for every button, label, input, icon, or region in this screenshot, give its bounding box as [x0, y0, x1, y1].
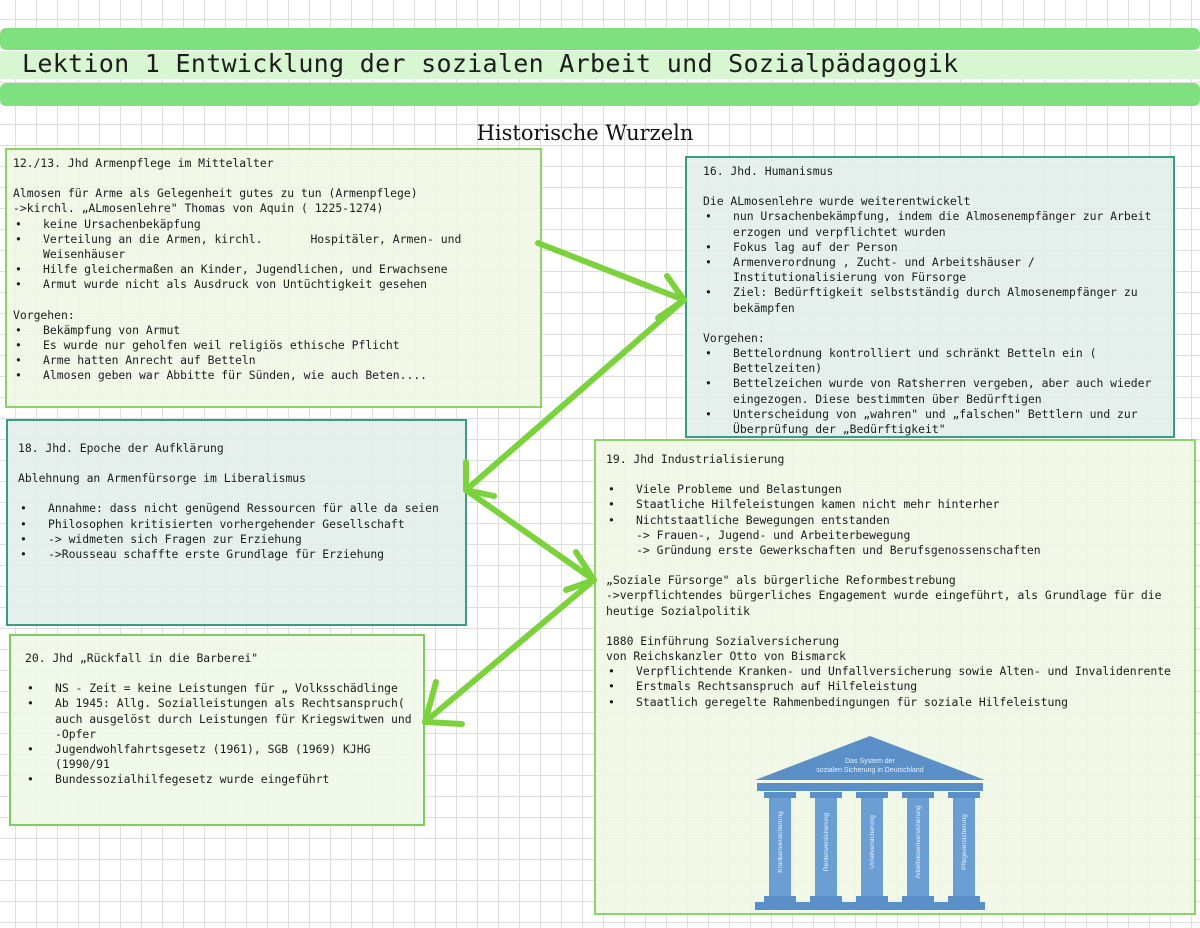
list-item: • Armenverordnung , Zucht- und Arbeitshäuser / Institutionalisierung von Fürsorge	[703, 255, 1165, 285]
list-item: • Ziel: Bedürftigkeit selbstständig durch Almosenempfänger zu bekämpfen	[703, 285, 1165, 315]
header-band-top	[0, 28, 1200, 50]
bullet-list	[606, 482, 1190, 528]
arrow-b3-to-b4	[466, 490, 594, 590]
list-item: • Bundessozialhilfegesetz wurde eingeführt	[25, 772, 419, 787]
list-item: • Erstmals Rechtsanspruch auf Hilfeleistung	[606, 679, 1190, 694]
box-text: ->kirchl. „ALmosenlehre" Thomas von Aquin ( 1225-1274)	[13, 201, 384, 216]
box-18-jhd	[6, 419, 467, 626]
temple-pillar-base	[810, 896, 842, 902]
box-heading: 20. Jhd „Rückfall in die Barberei"	[25, 651, 259, 665]
list-item: • Viele Probleme und Belastungen	[606, 482, 1190, 497]
list-item: • Annahme: dass nicht genügend Ressourcen für alle da seien	[18, 501, 459, 516]
temple-base	[755, 902, 985, 910]
box-subline: -> Gründung erste Gewerkschaften und Berufsgenossenschaften	[636, 543, 1041, 558]
social-security-temple-illustration	[753, 734, 987, 912]
list-item: • Armut wurde nicht als Ausdruck von Untüchtigkeit gesehen	[13, 277, 534, 292]
temple-pillar-label: Unfallversicherung	[869, 815, 876, 869]
list-item: • Unterscheidung von „wahren" und „falschen" Bettlern und zur Überprüfung der „Bedürftigkeit"	[703, 407, 1165, 437]
list-item: • ->Rousseau schaffte erste Grundlage für Erziehung	[18, 547, 459, 562]
box-subline: -> Frauen-, Jugend- und Arbeiterbewegung	[636, 527, 911, 542]
list-item: • Nichtstaatliche Bewegungen entstanden	[606, 513, 1190, 528]
list-item: • -> widmeten sich Fragen zur Erziehung	[18, 532, 459, 547]
list-item: • NS - Zeit = keine Leistungen für „ Volksschädlinge	[25, 681, 419, 696]
list-item: • Verteilung an die Armen, kirchl. Hospitäler, Armen- und Weisenhäuser	[13, 232, 534, 262]
box-heading: 18. Jhd. Epoche der Aufklärung	[18, 441, 224, 455]
box-text: Almosen für Arme als Gelegenheit gutes zu tun (Armenpflege)	[13, 186, 418, 201]
temple-pillar-base	[764, 896, 796, 902]
bullet-list	[25, 681, 419, 787]
list-item: • Arme hatten Anrecht auf Betteln	[13, 353, 534, 368]
temple-pillar-label: Pflegeversicherung	[961, 814, 968, 870]
list-item: • Almosen geben war Abbitte für Sünden, wie auch Beten....	[13, 368, 534, 383]
list-item: • Ab 1945: Allg. Sozialleistungen als Rechtsanspruch( auch ausgelöst durch Leistungen für Kriegswitwen und -Opfer	[25, 696, 419, 742]
temple-architrave	[757, 783, 983, 791]
bullet-list	[606, 664, 1190, 710]
temple-pillar-capital	[764, 792, 796, 798]
temple-pillar-base	[902, 896, 934, 902]
box-16-jhd	[685, 156, 1175, 438]
temple-pillar-capital	[948, 792, 980, 798]
list-item: • Philosophen kritisierten vorhergehender Gesellschaft	[18, 517, 459, 532]
list-item: • Bettelzeichen wurde von Ratsherren vergeben, aber auch wieder eingezogen. Diese bestimmten über Bedürftigen	[703, 376, 1165, 406]
bullet-list	[703, 209, 1165, 315]
temple-pillar-label: Arbeitslosenversicherung	[915, 805, 922, 879]
temple-pillar-base	[948, 896, 980, 902]
bullet-list	[18, 501, 459, 562]
list-item: • keine Ursachenbekäpfung	[13, 217, 534, 232]
arrow-b1-to-b2	[538, 243, 684, 318]
bullet-list	[703, 346, 1165, 437]
box-20-jhd	[9, 634, 425, 826]
page-title: Lektion 1 Entwicklung der sozialen Arbeit und Sozialpädagogik	[22, 49, 959, 78]
box-heading: 12./13. Jhd Armenpflege im Mittelalter	[13, 156, 274, 170]
list-item: • Verpflichtende Kranken- und Unfallversicherung sowie Alten- und Invalidenrente	[606, 664, 1190, 679]
box-text: Ablehnung an Armenfürsorge im Liberalismus	[18, 471, 307, 486]
list-item: • Es wurde nur geholfen weil religiös ethische Pflicht	[13, 338, 534, 353]
list-item: • Jugendwohlfahrtsgesetz (1961), SGB (1969) KJHG (1990/91	[25, 742, 419, 772]
box-heading: 16. Jhd. Humanismus	[703, 164, 834, 178]
temple-pillar-capital	[856, 792, 888, 798]
box-text: von Reichskanzler Otto von Bismarck	[606, 649, 847, 664]
box-text: ->verpflichtendes bürgerliches Engagement wurde eingeführt, als Grundlage für die heutige Sozialpolitik	[606, 588, 1169, 618]
bullet-list	[13, 323, 534, 384]
box-text: Die ALmosenlehre wurde weiterentwickelt	[703, 194, 971, 209]
list-item: • Staatliche Hilfeleistungen kamen nicht mehr hinterher	[606, 497, 1190, 512]
box-text: 1880 Einführung Sozialversicherung	[606, 633, 840, 648]
list-item: • nun Ursachenbekämpfung, indem die Almosenempfänger zur Arbeit erzogen und verpflichtet wurden	[703, 209, 1165, 239]
temple-pillar-capital	[902, 792, 934, 798]
list-item: • Hilfe gleichermaßen an Kinder, Jugendlichen, und Erwachsene	[13, 262, 534, 277]
box-12-13-jhd	[5, 148, 542, 408]
box-label: Vorgehen:	[13, 307, 75, 322]
list-item: • Bekämpfung von Armut	[13, 323, 534, 338]
temple-pillar-capital	[810, 792, 842, 798]
temple-pillar-label: Krankenversicherung	[777, 811, 784, 873]
list-item: • Bettelordnung kontrolliert und schränkt Betteln ein ( Bettelzeiten)	[703, 346, 1165, 376]
box-text: „Soziale Fürsorge" als bürgerliche Reformbestrebung	[606, 573, 956, 588]
header-band-bottom	[0, 83, 1200, 106]
temple-roof-line1: Das System der	[845, 758, 895, 765]
box-heading: 19. Jhd Industrialisierung	[606, 452, 785, 466]
bullet-list	[13, 217, 534, 293]
temple-pillar-label: Rentenversicherung	[823, 812, 830, 872]
list-item: • Fokus lag auf der Person	[703, 240, 1165, 255]
temple-roof-line2: sozialen Sicherung in Deutschland	[816, 767, 924, 774]
page-subtitle: Historische Wurzeln	[476, 121, 694, 145]
box-label: Vorgehen:	[703, 330, 765, 345]
temple-pillar-base	[856, 896, 888, 902]
list-item: • Staatlich geregelte Rahmenbedingungen für soziale Hilfeleistung	[606, 695, 1190, 710]
